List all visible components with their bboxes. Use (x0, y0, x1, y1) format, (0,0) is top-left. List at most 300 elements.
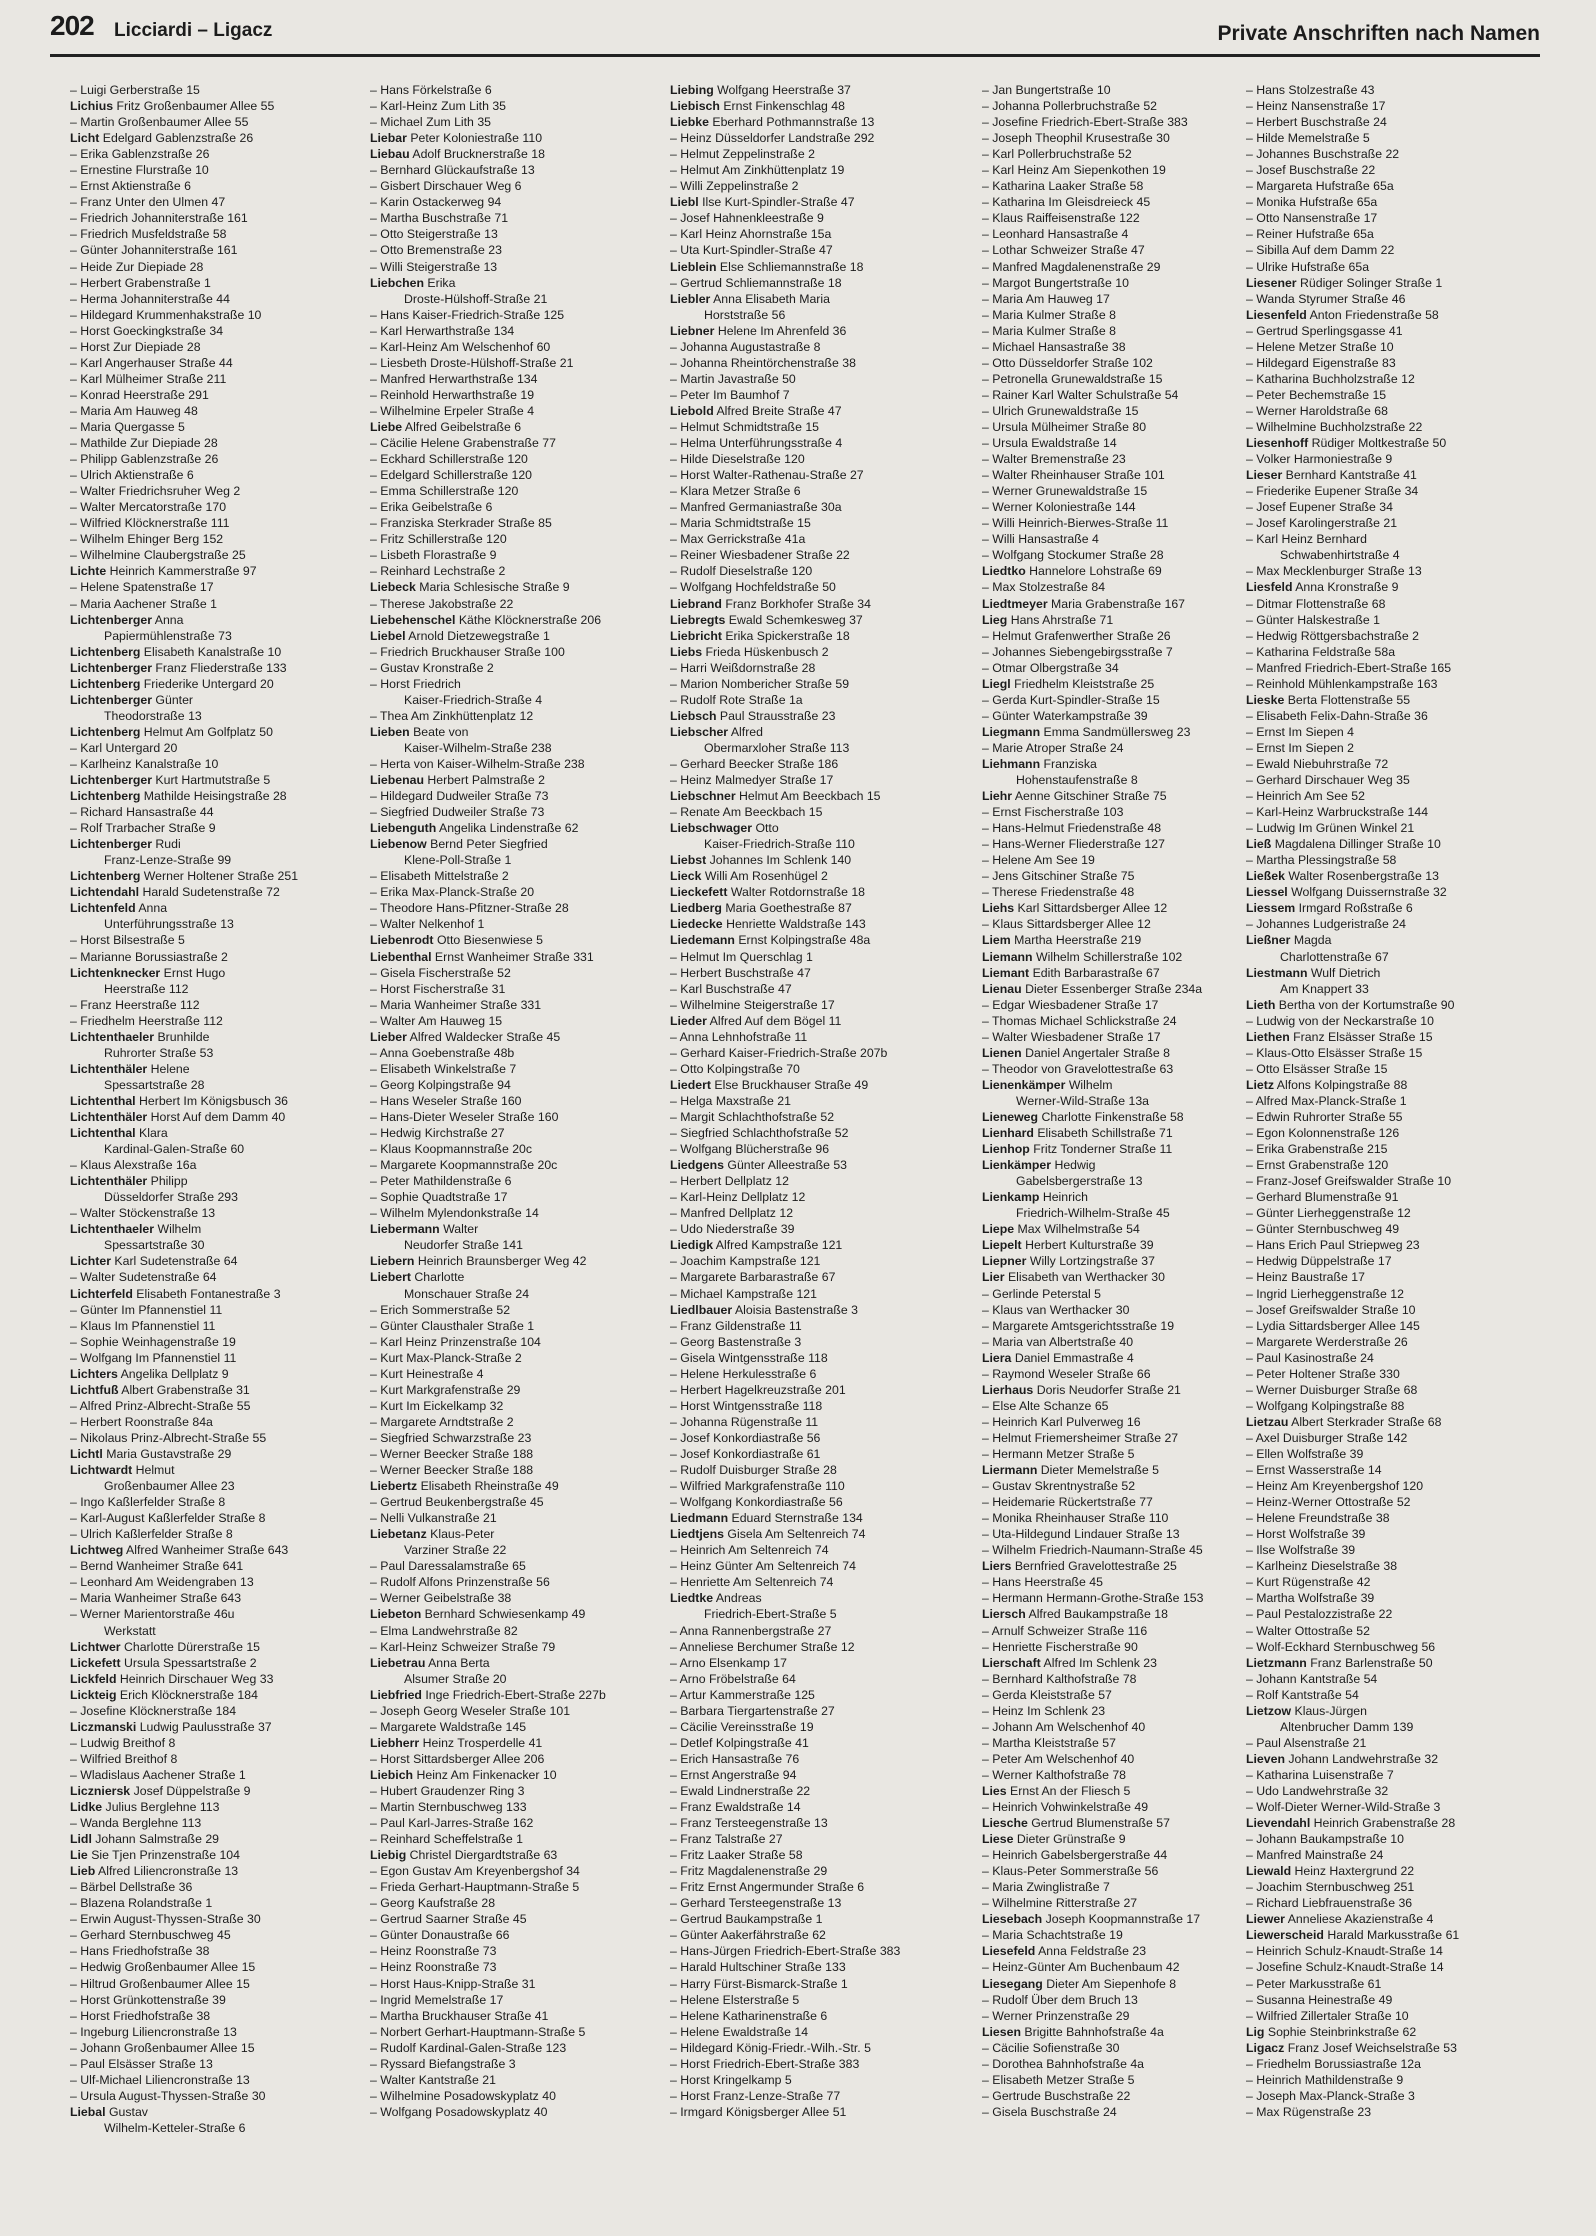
directory-entry (370, 1703, 666, 1719)
entry-name: – Klaus-Peter (982, 1864, 1057, 1879)
entry-name: – Martha (370, 211, 419, 226)
entry-address: Anna Elisabeth Maria (713, 291, 830, 306)
entry-address: Im Baumhof 7 (713, 387, 790, 402)
entry-name: – Martha (1246, 1591, 1295, 1606)
directory-entry (70, 1205, 366, 1221)
directory-entry (1246, 2040, 1542, 2056)
entry-name: – Heide (70, 259, 113, 274)
entry-address: Helene Im Ahrenfeld 36 (717, 323, 847, 338)
entry-address: Helmut (135, 1463, 175, 1478)
directory-entry (70, 1526, 366, 1542)
entry-name: – Monika (1246, 195, 1296, 210)
entry-name: – Barbara (670, 1703, 725, 1718)
directory-entry (670, 756, 966, 772)
entry-address: Rügenstraße 42 (1282, 1575, 1371, 1590)
entry-name: – Therese (982, 885, 1038, 900)
entry-address: Mainstraße 24 (1304, 1848, 1384, 1863)
entry-address: Rheintörchenstraße 38 (730, 355, 856, 370)
entry-address: Sommerstraße 56 (1059, 1864, 1159, 1879)
directory-entry (982, 242, 1278, 258)
directory-entry (982, 932, 1278, 948)
entry-address: Großenbaumer Allee 15 (119, 1976, 250, 1991)
entry-name: – Karl (982, 147, 1015, 162)
directory-entry (1246, 291, 1542, 307)
entry-address: Rückertstraße 77 (1058, 1495, 1153, 1510)
entry-name: Liehs (982, 901, 1015, 916)
entry-address: Wilhelm-Ketteler-Straße 6 (104, 2120, 246, 2135)
directory-entry (670, 467, 966, 483)
entry-address: Waterkampstraße 39 (1033, 708, 1148, 723)
directory-entry (670, 1895, 966, 1911)
entry-name: Lichtenthaeler (70, 1222, 155, 1237)
entry-address: Kolpingstraße 94 (417, 1077, 511, 1092)
entry-address: Dieter Memelstraße 5 (1040, 1463, 1160, 1478)
entry-address: Maria Goethestraße 87 (725, 901, 852, 916)
entry-address: Metzer Straße 10 (1298, 339, 1394, 354)
entry-name: Liedemann (670, 933, 735, 948)
directory-entry (1246, 2088, 1542, 2104)
entry-address: Anna (138, 901, 168, 916)
entry-name: – Manfred (370, 371, 426, 386)
entry-name: – Margarete (982, 1318, 1049, 1333)
directory-entry (70, 2056, 366, 2072)
entry-address: Alfred Auf dem Bögel 11 (709, 1013, 842, 1028)
directory-entry (1246, 178, 1542, 194)
entry-address: Edith Barbarastraße 67 (1032, 965, 1160, 980)
directory-entry (370, 1237, 666, 1253)
directory-entry (670, 515, 966, 531)
entry-address: Maria Grabenstraße 167 (1051, 596, 1186, 611)
entry-name: – Johanna (670, 1414, 728, 1429)
directory-entry (370, 1751, 666, 1767)
directory-entry (670, 1943, 966, 1959)
directory-entry (70, 1141, 366, 1157)
entry-address: Mittelstraße 2 (434, 869, 509, 884)
entry-address: Helmut Am Beeckbach 15 (739, 789, 881, 804)
entry-address: Henriette Waldstraße 143 (726, 917, 866, 932)
entry-address: Nombericher Straße 59 (721, 676, 850, 691)
entry-name: – Wolf-Eckhard (1246, 1639, 1330, 1654)
directory-entry (370, 1799, 666, 1815)
entry-address: Beecker Straße 188 (423, 1446, 534, 1461)
entry-name: Liebricht (670, 628, 722, 643)
directory-entry (670, 1286, 966, 1302)
entry-address: Ewald Schemkesweg 37 (728, 612, 863, 627)
entry-address: Hansastraße 4 (1047, 227, 1129, 242)
entry-name: – Max (1246, 2104, 1280, 2119)
directory-entry (1246, 1221, 1542, 1237)
entry-address: Schweizer Straße 47 (1030, 243, 1145, 258)
entry-address: Franz Elsässer Straße 15 (1293, 1029, 1433, 1044)
entry-name: – Fritz (670, 1880, 705, 1895)
entry-name: Lichtwardt (70, 1463, 133, 1478)
entry-address: Dellplatz 12 (728, 1206, 794, 1221)
directory-entry (670, 1269, 966, 1285)
entry-name: – Eckhard (370, 452, 426, 467)
entry-address: Kaiser-Friedrich-Straße 207b (728, 1045, 888, 1060)
entry-name: – Gertrud (370, 1495, 422, 1510)
directory-entry (982, 1895, 1278, 1911)
directory-entry (70, 178, 366, 194)
entry-name: – Anneliese (670, 1639, 734, 1654)
entry-address: Liliencronstraße 13 (132, 2024, 237, 2039)
directory-entry (1246, 483, 1542, 499)
entry-address: Gisela Am Seltenreich 74 (727, 1527, 866, 1542)
entry-name: – Ursula (982, 419, 1028, 434)
directory-entry (670, 1494, 966, 1510)
entry-name: – Franz (670, 1832, 712, 1847)
entry-name: – Wolfgang (670, 580, 732, 595)
directory-entry (370, 1334, 666, 1350)
entry-address: Krummenhakstraße 10 (136, 307, 262, 322)
entry-address: Biefangstraße 3 (428, 2056, 516, 2071)
entry-address: Kulmer Straße 8 (1026, 307, 1116, 322)
entry-name: – Ernst (70, 179, 109, 194)
entry-address: Wolfgang Duissernstraße 32 (1291, 885, 1447, 900)
entry-name: – Hans-Dieter (370, 1110, 446, 1124)
entry-name: – Otmar (982, 660, 1027, 675)
entry-name: Lie (70, 1848, 88, 1863)
entry-name: – Franz (670, 1318, 712, 1333)
entry-name: – Gustav (370, 660, 420, 675)
entry-name: Lieben (370, 724, 410, 739)
entry-name: – Wilfried (670, 1479, 722, 1494)
entry-address: Am Seltenreich 74 (728, 1543, 829, 1558)
entry-name: – Horst (1246, 1527, 1286, 1542)
directory-entry (70, 1430, 366, 1446)
entry-name: – Günter (1246, 1206, 1294, 1221)
directory-entry (370, 660, 666, 676)
directory-entry (670, 1735, 966, 1751)
entry-name: – Fritz (670, 1864, 705, 1879)
entry-address: Kolpingstraße 41 (715, 1735, 809, 1750)
entry-address: Im Siepen 2 (1288, 740, 1355, 755)
entry-name: – Friederike (1246, 484, 1311, 499)
entry-address: Am Zinkhüttenplatz 19 (721, 163, 845, 178)
entry-name: – Maria (70, 419, 112, 434)
entry-address: Rügenstraße 11 (730, 1414, 819, 1429)
entry-address: Eigenstraße 83 (1312, 355, 1396, 370)
directory-entry (70, 1783, 366, 1799)
entry-address: Bertha von der Kortumstraße 90 (1278, 997, 1455, 1012)
entry-address: Schlachthofstraße 52 (732, 1126, 849, 1141)
directory-entry (982, 499, 1278, 515)
entry-name: – Herta (370, 756, 411, 771)
entry-name: – Ewald (670, 1783, 714, 1798)
entry-address: Steigerstraße 13 (406, 259, 498, 274)
directory-entry (982, 1125, 1278, 1141)
entry-address: Christel Diergardtstraße 63 (409, 1848, 558, 1863)
entry-name: – Karl-Heinz (670, 1190, 738, 1205)
entry-name: Lienhard (982, 1126, 1034, 1141)
directory-column (670, 82, 966, 2212)
page-header (50, 6, 1540, 57)
entry-address: Sittardsberger Allee 145 (1288, 1318, 1420, 1333)
directory-entry (370, 1976, 666, 1992)
entry-name: – Max (1246, 564, 1280, 579)
entry-address: Kaiser-Friedrich-Straße 4 (404, 692, 543, 707)
entry-name: – Heinz (370, 1960, 412, 1975)
entry-name: Liesen (982, 2024, 1021, 2039)
directory-entry (670, 435, 966, 451)
entry-name: – Ditmar (1246, 596, 1293, 611)
directory-entry (70, 1286, 366, 1302)
directory-entry (982, 1623, 1278, 1639)
entry-address: Otto Biesenwiese 5 (436, 933, 543, 948)
directory-entry (670, 1334, 966, 1350)
entry-address: Plessingstraße 58 (1297, 853, 1397, 868)
directory-entry (370, 1045, 666, 1061)
directory-entry (70, 419, 366, 435)
entry-name: Lichtenberger (70, 773, 152, 788)
entry-address: Konkordiastraße 61 (713, 1446, 821, 1461)
directory-entry (670, 210, 966, 226)
entry-address: Im Siepen 4 (1288, 724, 1355, 739)
entry-address: Mathilde Heisingstraße 28 (143, 789, 287, 804)
entry-address: Bastenstraße 3 (717, 1334, 802, 1349)
directory-entry (670, 242, 966, 258)
entry-name: – Hedwig (370, 1126, 422, 1141)
entry-address: August-Thyssen-Straße 30 (118, 2088, 266, 2103)
entry-name: – Artur (670, 1687, 707, 1702)
entry-name: – Margot (982, 275, 1031, 290)
entry-address: Koloniestraße 144 (1035, 500, 1136, 515)
directory-entry (370, 596, 666, 612)
entry-address: Alsenstraße 21 (1283, 1735, 1367, 1750)
entry-address: Willy Lortzingstraße 37 (1029, 1254, 1155, 1269)
directory-entry (70, 451, 366, 467)
entry-name: Liedgens (670, 1158, 724, 1173)
directory-entry (670, 146, 966, 162)
directory-entry (370, 1286, 666, 1302)
entry-address: Glückaufstraße 13 (434, 163, 535, 178)
entry-name: – Lydia (1246, 1318, 1286, 1333)
entry-name: – Petronella (982, 371, 1048, 386)
entry-address: Borussiastraße 2 (134, 949, 228, 964)
entry-name: – Ingeburg (70, 2024, 129, 2039)
entry-name: Lickteig (70, 1687, 117, 1702)
directory-entry (982, 1655, 1278, 1671)
entry-name: – Horst (670, 2088, 710, 2103)
entry-name: – Therese (370, 596, 426, 611)
directory-entry (1246, 82, 1542, 98)
entry-name: – Hedwig (1246, 628, 1298, 643)
directory-entry (70, 1590, 366, 1606)
directory-entry (1246, 1173, 1542, 1189)
entry-name: – Karl (370, 1334, 403, 1349)
entry-name: Lichtenthäler (70, 1110, 148, 1124)
entry-name: Lieven (1246, 1751, 1285, 1766)
directory-entry (1246, 515, 1542, 531)
entry-name: – Wilhelm (982, 1543, 1036, 1558)
entry-address: Aakerfährstraße 62 (720, 1928, 826, 1943)
entry-name: – Karl-August (70, 1511, 145, 1526)
directory-entry (370, 323, 666, 339)
entry-name: – Theodor (982, 1061, 1038, 1076)
directory-entry (670, 371, 966, 387)
directory-entry (1246, 981, 1542, 997)
directory-entry (70, 1623, 366, 1639)
directory-entry (370, 1029, 666, 1045)
entry-name: – Karl (70, 371, 103, 386)
directory-entry (70, 403, 366, 419)
entry-address: Ehinger Berg 152 (127, 532, 224, 547)
entry-name: Lidl (70, 1832, 92, 1847)
entry-name: – Günter (670, 1928, 718, 1943)
entry-name: – Thea (370, 708, 409, 723)
directory-entry (70, 98, 366, 114)
entry-address: Dieter Grünstraße 9 (1016, 1832, 1126, 1847)
directory-column (370, 82, 666, 2212)
directory-entry (70, 756, 366, 772)
entry-address: Aktienstraße 6 (111, 179, 192, 194)
entry-address: Friedenstraße 48 (1040, 885, 1135, 900)
entry-address: Obermarxloher Straße 113 (704, 740, 850, 755)
entry-address: Kardinal-Galen-Straße 60 (104, 1142, 245, 1157)
entry-address: Friedrich-Ebert-Straße 383 (754, 1944, 901, 1959)
directory-entry (982, 355, 1278, 371)
entry-name: – Klaus (982, 1302, 1024, 1317)
entry-name: – Arno (670, 1655, 706, 1670)
entry-address: Schwarzstraße 23 (432, 1430, 532, 1445)
directory-entry (670, 644, 966, 660)
directory-entry (370, 178, 666, 194)
entry-name: Liermann (982, 1463, 1038, 1478)
entry-address: Duisburger Straße 68 (1299, 1382, 1418, 1397)
entry-name: – Heinz (670, 773, 712, 788)
directory-entry (982, 740, 1278, 756)
entry-address: Heinz Am Siepenkothen 19 (1017, 163, 1166, 178)
entry-address: Clausthaler Straße 1 (421, 1318, 535, 1333)
entry-address: Ernst Finkenschlag 48 (723, 99, 845, 114)
entry-address: Kurt-Spindler-Straße 47 (702, 243, 833, 258)
entry-name: – Walter (370, 1013, 416, 1028)
entry-name: – Gerda (982, 692, 1027, 707)
entry-name: – Elisabeth (370, 869, 431, 884)
directory-entry (70, 660, 366, 676)
entry-name: Lichtenfeld (70, 901, 136, 916)
entry-name: – Klaus (982, 917, 1024, 932)
entry-address: Heinrich (1042, 1190, 1088, 1205)
entry-address: Julius Berglehne 113 (105, 1800, 220, 1815)
directory-entry (1246, 1430, 1542, 1446)
entry-address: Friedhelm Kleiststraße 25 (1014, 676, 1155, 691)
entry-address: Haus-Knipp-Straße 31 (413, 1976, 536, 1991)
directory-entry (370, 772, 666, 788)
entry-name: – Rudolf (670, 692, 716, 707)
entry-name: – Joseph (1246, 2088, 1296, 2103)
entry-address: Geibelstraße 6 (411, 500, 493, 515)
entry-name: – Reiner (1246, 227, 1293, 242)
entry-name: – Reinhold (370, 387, 429, 402)
directory-entry (370, 1221, 666, 1237)
directory-entry (370, 1462, 666, 1478)
directory-entry (670, 1526, 966, 1542)
entry-address: van Albertstraße 40 (1026, 1334, 1134, 1349)
entry-address: Klara (139, 1126, 168, 1141)
entry-name: – Karl (70, 355, 103, 370)
entry-name: – Hans (1246, 83, 1285, 97)
entry-address: Ritterstraße 27 (1055, 1896, 1138, 1911)
entry-name: – Hans-Werner (982, 837, 1066, 852)
entry-address: Buschstraße 47 (705, 981, 792, 996)
entry-name: Liczniersk (70, 1783, 131, 1798)
entry-address: Weseler Straße 160 (412, 1093, 522, 1108)
name-range: Licciardi – Ligacz (114, 20, 273, 41)
directory-entry (670, 419, 966, 435)
directory-entry (1246, 259, 1542, 275)
directory-entry (70, 1574, 366, 1590)
directory-entry (1246, 1574, 1542, 1590)
entry-name: – Ludwig (1246, 1013, 1296, 1028)
entry-name: – Helmut (670, 419, 720, 434)
entry-address: Friedrich-Ebert-Straße 165 (1304, 660, 1452, 675)
directory-entry (1246, 1334, 1542, 1350)
directory-entry (1246, 1879, 1542, 1895)
entry-address: Harald Markusstraße 61 (1327, 1928, 1460, 1943)
entry-address: Dudweiler Straße 73 (432, 805, 545, 820)
directory-entry (370, 1831, 666, 1847)
entry-name: – Edwin (1246, 1110, 1290, 1124)
entry-name: Lier (982, 1270, 1005, 1285)
directory-entry (982, 2056, 1278, 2072)
entry-name: – Klaus (982, 211, 1024, 226)
directory-entry (70, 1895, 366, 1911)
entry-address: Grabenstraße 215 (1287, 1142, 1388, 1157)
entry-address: Herwarthstraße 134 (428, 371, 538, 386)
entry-address: Feldstraße 58a (1312, 644, 1396, 659)
directory-entry (1246, 1799, 1542, 1815)
directory-entry (1246, 1141, 1542, 1157)
directory-entry (70, 146, 366, 162)
entry-name: – Werner (370, 1446, 421, 1461)
directory-entry (70, 1687, 366, 1703)
entry-name: – Werner (982, 484, 1033, 499)
directory-entry (670, 2104, 966, 2120)
entry-name: Lieber (370, 1029, 407, 1044)
entry-address: Peter Koloniestraße 110 (410, 131, 543, 146)
entry-address: Sittardsberger Allee 12 (1026, 917, 1151, 932)
entry-address: Gablenzstraße 26 (111, 147, 210, 162)
entry-name: – Franz (670, 1816, 712, 1831)
directory-entry (70, 467, 366, 483)
entry-name: Liebold (670, 403, 714, 418)
directory-entry (1246, 1205, 1542, 1221)
entry-name: – Hans (70, 1944, 109, 1959)
entry-name: – Nelli (370, 1511, 405, 1526)
directory-entry (982, 291, 1278, 307)
entry-address: Pollerbruchstraße 52 (1042, 99, 1158, 114)
entry-address: van Werthacker 30 (1026, 1302, 1130, 1317)
directory-entry (1246, 242, 1542, 258)
entry-address: Vulkanstraße 21 (407, 1511, 497, 1526)
directory-entry (670, 1109, 966, 1125)
directory-entry (982, 178, 1278, 194)
directory-entry (370, 1253, 666, 1269)
entry-address: Nansenstraße 17 (1282, 211, 1378, 226)
entry-name: – Fritz (670, 1848, 705, 1863)
entry-name: – Helma (670, 436, 716, 451)
entry-name: – Günter (370, 1928, 418, 1943)
entry-name: – Ingo (70, 1495, 105, 1510)
directory-entry (370, 579, 666, 595)
entry-name: Lickefett (70, 1655, 121, 1670)
entry-address: Im Pfannenstiel 11 (135, 1350, 237, 1365)
entry-name: – Heinrich (1246, 789, 1302, 804)
entry-address: Johanniterstraße 44 (120, 291, 230, 306)
entry-address: Weißdornstraße 28 (710, 660, 816, 675)
entry-address: Karl-Jarres-Straße 162 (408, 1816, 534, 1831)
